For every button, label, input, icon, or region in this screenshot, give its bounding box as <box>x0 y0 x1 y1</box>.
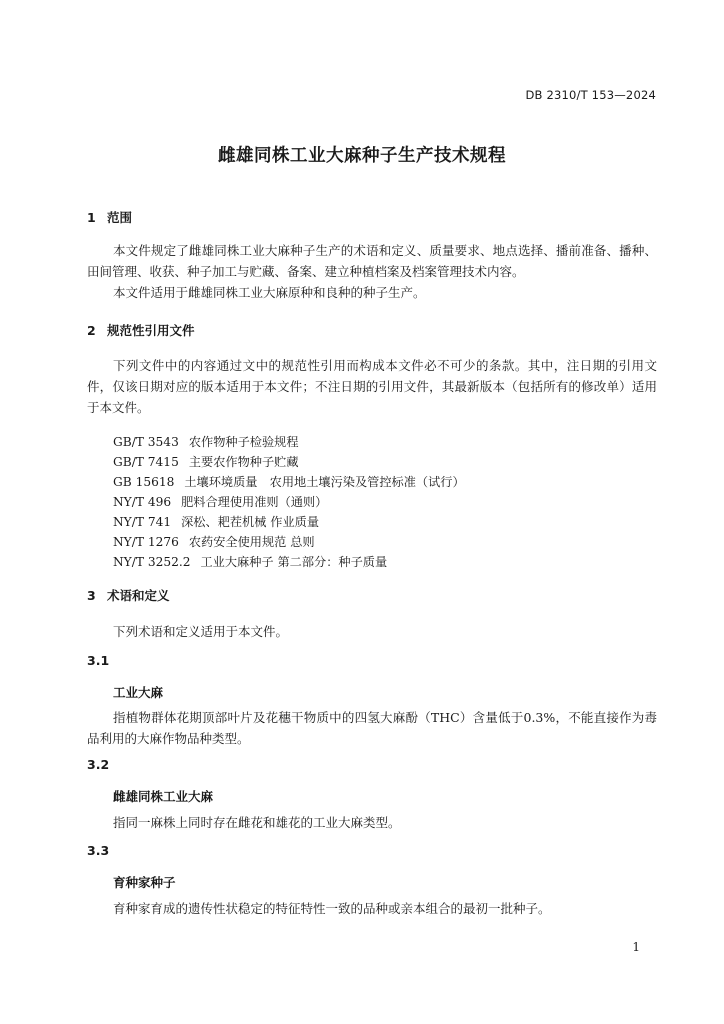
term-definition: 育种家育成的遗传性状稳定的特征特性一致的品种或亲本组合的最初一批种子。 <box>113 901 551 916</box>
section-title: 术语和定义 <box>107 588 170 603</box>
document-code: DB 2310/T 153—2024 <box>525 88 656 102</box>
reference-item <box>113 532 465 552</box>
section-number: 2 <box>87 323 96 338</box>
term-title: 雌雄同株工业大麻 <box>113 789 214 804</box>
term-number: 3.1 <box>87 653 110 668</box>
reference-code: NY/T 1276 <box>113 535 179 549</box>
reference-item <box>113 472 465 492</box>
reference-item <box>113 512 465 532</box>
reference-code: GB/T 3543 <box>113 435 179 449</box>
term-definition: 指同一麻株上同时存在雌花和雄花的工业大麻类型。 <box>113 815 401 830</box>
section-1-paragraph-2: 本文件适用于雌雄同株工业大麻原种和良种的种子生产。 <box>113 285 426 300</box>
term-title: 工业大麻 <box>113 685 164 700</box>
section-3-paragraph-1: 下列术语和定义适用于本文件。 <box>113 624 289 639</box>
term-title: 育种家种子 <box>113 875 176 890</box>
reference-code: NY/T 741 <box>113 515 172 529</box>
section-2-paragraph-1: 下列文件中的内容通过文中的规范性引用而构成本文件必不可少的条款。其中，注日期的引用文件，仅该日期对应的版本适用于本文件；不注日期的引用文件，其最新版本（包括所有的修改单）适用于本文件。 <box>87 358 657 415</box>
reference-item <box>113 432 465 452</box>
reference-title: 肥料合理使用准则（通则） <box>181 495 328 509</box>
section-1-paragraph-1: 本文件规定了雌雄同株工业大麻种子生产的术语和定义、质量要求、地点选择、播前准备、播种、田间管理、收获、种子加工与贮藏、备案、建立种植档案及档案管理技术内容。 <box>87 243 657 279</box>
reference-title: 深松、耙茬机械 作业质量 <box>181 515 320 529</box>
reference-code: NY/T 496 <box>113 495 172 509</box>
reference-title: 农药安全使用规范 总则 <box>188 535 315 549</box>
reference-code: NY/T 3252.2 <box>113 555 191 569</box>
reference-title: 土壤环境质量 农用地土壤污染及管控标准（试行） <box>184 475 465 489</box>
section-title: 规范性引用文件 <box>107 323 195 338</box>
section-number: 3 <box>87 588 96 603</box>
section-1-heading <box>87 208 132 226</box>
normative-references-list <box>113 432 465 572</box>
term-number: 3.3 <box>87 843 110 858</box>
reference-title: 主要农作物种子贮藏 <box>188 455 299 469</box>
reference-code: GB/T 7415 <box>113 455 179 469</box>
term-definition: 指植物群体花期顶部叶片及花穗干物质中的四氢大麻酚（THC）含量低于0.3%，不能直接作为毒品利用的大麻作物品种类型。 <box>87 710 657 746</box>
page-number: 1 <box>632 940 640 954</box>
document-title: 雌雄同株工业大麻种子生产技术规程 <box>218 146 506 166</box>
reference-item <box>113 552 465 572</box>
reference-title: 工业大麻种子 第二部分：种子质量 <box>200 555 388 569</box>
section-number: 1 <box>87 210 96 225</box>
section-3-heading <box>87 586 170 604</box>
term-number: 3.2 <box>87 757 110 772</box>
reference-item <box>113 452 465 472</box>
reference-title: 农作物种子检验规程 <box>188 435 299 449</box>
section-2-heading <box>87 321 195 339</box>
section-title: 范围 <box>107 210 133 225</box>
reference-item <box>113 492 465 512</box>
reference-code: GB 15618 <box>113 475 175 489</box>
